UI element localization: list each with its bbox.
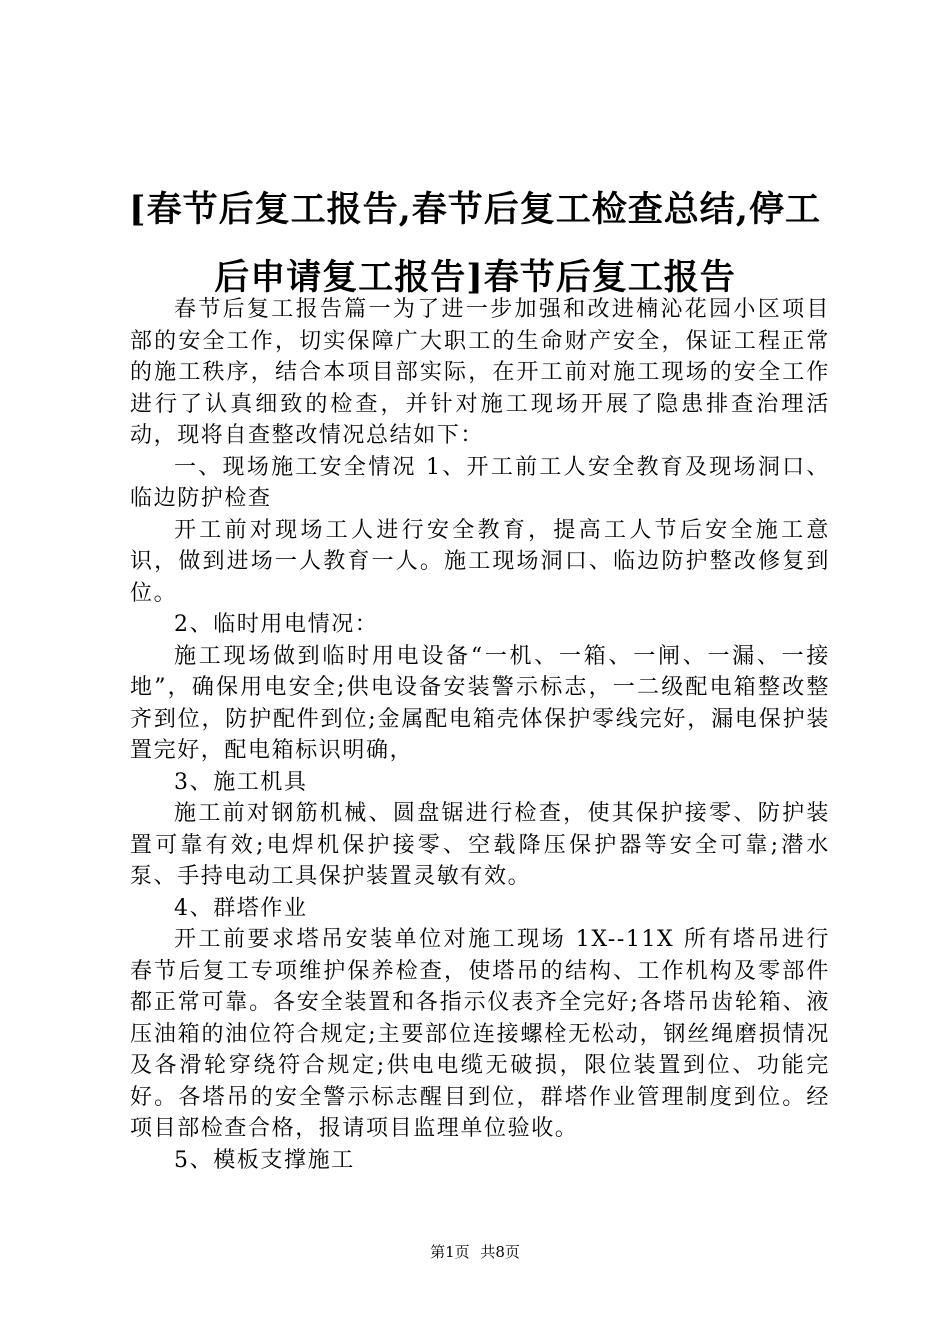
section-heading-3: 3、施工机具	[174, 769, 308, 795]
section-heading-5: 5、模板支撑施工	[174, 1147, 355, 1173]
section-heading-1: 一、现场施工安全情况 1、开工前工人安全教育及现场洞口、临边防护检查	[130, 454, 830, 511]
paragraph-tower-cranes: 开工前要求塔吊安装单位对施工现场 1X--11X 所有塔吊进行春节后复工专项维护保养检查，使塔吊的结构、工作机构及零部件都正常可靠。各安全装置和各指示仪表齐全完好;各塔吊齿轮箱、液压油箱的油位符合规定;主要部位连接螺栓无松动，钢丝绳磨损情况及各滑轮穿绕符合规定;供电电缆无破损，限位装置到位、功能完好。各塔吊的安全警示标志醒目到位，群塔作业管理制度到位。经项目部检查合格，报请项目监理单位验收。	[130, 927, 830, 1141]
page-footer	[0, 1242, 950, 1262]
document-title: [春节后复工报告,春节后复工检查总结,停工后申请复工报告]春节后复工报告	[129, 189, 821, 298]
page-total: 共8页	[480, 1243, 520, 1261]
paragraph-safety-education: 开工前对现场工人进行安全教育，提高工人节后安全施工意识，做到进场一人教育一人。施工现场洞口、临边防护整改修复到位。	[130, 517, 830, 606]
page-number: 第1页	[430, 1243, 470, 1261]
paragraph-intro: 春节后复工报告篇一为了进一步加强和改进楠沁花园小区项目部的安全工作，切实保障广大职工的生命财产安全，保证工程正常的施工秩序，结合本项目部实际，在开工前对施工现场的安全工作进行了认真细致的检查，并针对施工现场开展了隐患排查治理活动，现将自查整改情况总结如下：	[130, 297, 830, 448]
section-heading-2: 2、临时用电情况：	[174, 612, 379, 637]
document-body	[130, 294, 830, 1176]
paragraph-machinery: 施工前对钢筋机械、圆盘锯进行检查，使其保护接零、防护装置可靠有效;电焊机保护接零、空载降压保护器等安全可靠;潜水泵、手持电动工具保护装置灵敏有效。	[130, 801, 830, 889]
paragraph-temporary-power: 施工现场做到临时用电设备“一机、一箱、一闸、一漏、一接地”，确保用电安全;供电设备安装警示标志，一二级配电箱整改整齐到位，防护配件到位;金属配电箱壳体保护零线完好，漏电保护装置完好，配电箱标识明确，	[130, 643, 830, 763]
section-heading-4: 4、群塔作业	[174, 895, 308, 921]
